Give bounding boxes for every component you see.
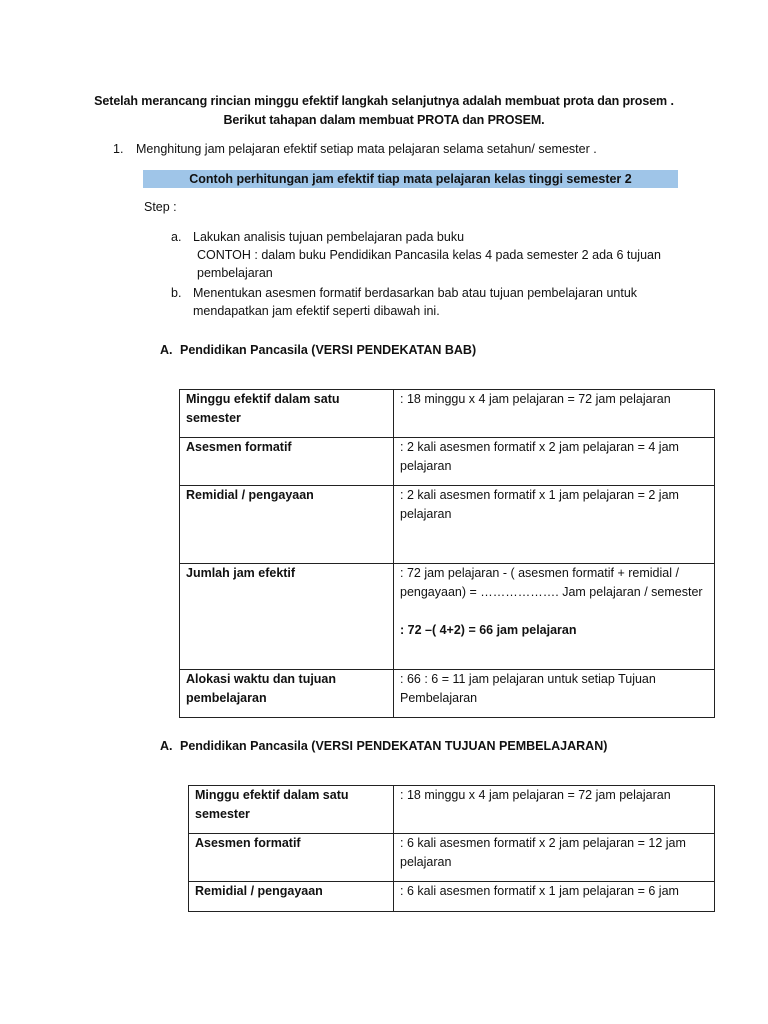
row-value: [394, 486, 715, 564]
row-value-line: : 6 kali asesmen formatif x 1 jam pelajaran = 6 jam: [400, 884, 679, 898]
step-b-line-2: mendapatkan jam efektif seperti dibawah ini.: [193, 304, 440, 318]
row-key: [180, 390, 394, 438]
table-row: [180, 564, 715, 670]
section-1-table: [179, 389, 715, 718]
row-key-line: semester: [195, 807, 250, 821]
section-2-table: [188, 785, 715, 912]
table-row: [180, 486, 715, 564]
step-a-line-1: Lakukan analisis tujuan pembelajaran pada buku: [193, 230, 465, 244]
row-key-line: Asesmen formatif: [195, 836, 301, 850]
row-value: [394, 882, 715, 912]
step-1-text: Menghitung jam pelajaran efektif setiap mata pelajaran selama setahun/ semester .: [136, 142, 597, 156]
row-value-line: : 66 : 6 = 11 jam pelajaran untuk setiap Tujuan: [400, 672, 656, 686]
row-value-line: : 18 minggu x 4 jam pelajaran = 72 jam pelajaran: [400, 392, 671, 406]
table-row: [189, 882, 715, 912]
row-value-line: pelajaran: [400, 459, 452, 473]
table-row: [180, 670, 715, 718]
table-row: [180, 390, 715, 438]
row-value-line: pelajaran: [400, 507, 452, 521]
row-key: [189, 882, 394, 912]
row-key: [180, 438, 394, 486]
row-key-line: Minggu efektif dalam satu: [195, 788, 349, 802]
step-a-line-3: pembelajaran: [197, 266, 273, 280]
row-value: [394, 786, 715, 834]
row-value: [394, 438, 715, 486]
row-value-line: : 2 kali asesmen formatif x 2 jam pelajaran = 4 jam: [400, 440, 679, 454]
heading-line-1: Setelah merancang rincian minggu efektif langkah selanjutnya adalah membuat prota dan prosem .: [94, 94, 674, 108]
row-value: [394, 564, 715, 670]
row-value-line: Pembelajaran: [400, 691, 478, 705]
row-value-line: : 2 kali asesmen formatif x 1 jam pelajaran = 2 jam: [400, 488, 679, 502]
row-value-result: : 72 –( 4+2) = 66 jam pelajaran: [400, 623, 577, 637]
row-value: [394, 390, 715, 438]
row-value-line: pengayaan) = ………………. Jam pelajaran / semester: [400, 585, 703, 599]
row-key: [189, 834, 394, 882]
table-row: [189, 834, 715, 882]
row-key: [189, 786, 394, 834]
row-key-line: Minggu efektif dalam satu: [186, 392, 340, 406]
section-1-marker: A.: [160, 343, 173, 357]
step-a-marker: a.: [171, 230, 182, 244]
row-value: [394, 834, 715, 882]
section-2-title: Pendidikan Pancasila (VERSI PENDEKATAN TUJUAN PEMBELAJARAN): [180, 739, 608, 753]
row-value-line: : 6 kali asesmen formatif x 2 jam pelajaran = 12 jam: [400, 836, 686, 850]
row-key: [180, 486, 394, 564]
step-1-number: 1.: [113, 142, 124, 156]
row-key-line: Jumlah jam efektif: [186, 566, 296, 580]
step-b-marker: b.: [171, 286, 182, 300]
row-value-line: : 72 jam pelajaran - ( asesmen formatif + remidial /: [400, 566, 679, 580]
section-1-title: Pendidikan Pancasila (VERSI PENDEKATAN BAB): [180, 343, 477, 357]
row-key-line: Remidial / pengayaan: [195, 884, 323, 898]
row-key: [180, 670, 394, 718]
heading-line-2: Berikut tahapan dalam membuat PROTA dan PROSEM.: [223, 113, 545, 127]
row-key-line: Alokasi waktu dan tujuan: [186, 672, 337, 686]
row-value: [394, 670, 715, 718]
row-key: [180, 564, 394, 670]
row-key-line: Remidial / pengayaan: [186, 488, 314, 502]
section-2-marker: A.: [160, 739, 173, 753]
row-key-line: Asesmen formatif: [186, 440, 292, 454]
row-key-line: semester: [186, 411, 241, 425]
table-row: [189, 786, 715, 834]
step-label: Step :: [144, 200, 177, 214]
highlight-title: Contoh perhitungan jam efektif tiap mata pelajaran kelas tinggi semester 2: [143, 170, 678, 188]
row-value-line: : 18 minggu x 4 jam pelajaran = 72 jam pelajaran: [400, 788, 671, 802]
step-a-line-2: CONTOH : dalam buku Pendidikan Pancasila kelas 4 pada semester 2 ada 6 tujuan: [197, 248, 661, 262]
row-value-line: pelajaran: [400, 855, 452, 869]
row-key-line: pembelajaran: [186, 691, 267, 705]
step-b-line-1: Menentukan asesmen formatif berdasarkan bab atau tujuan pembelajaran untuk: [193, 286, 638, 300]
table-row: [180, 438, 715, 486]
